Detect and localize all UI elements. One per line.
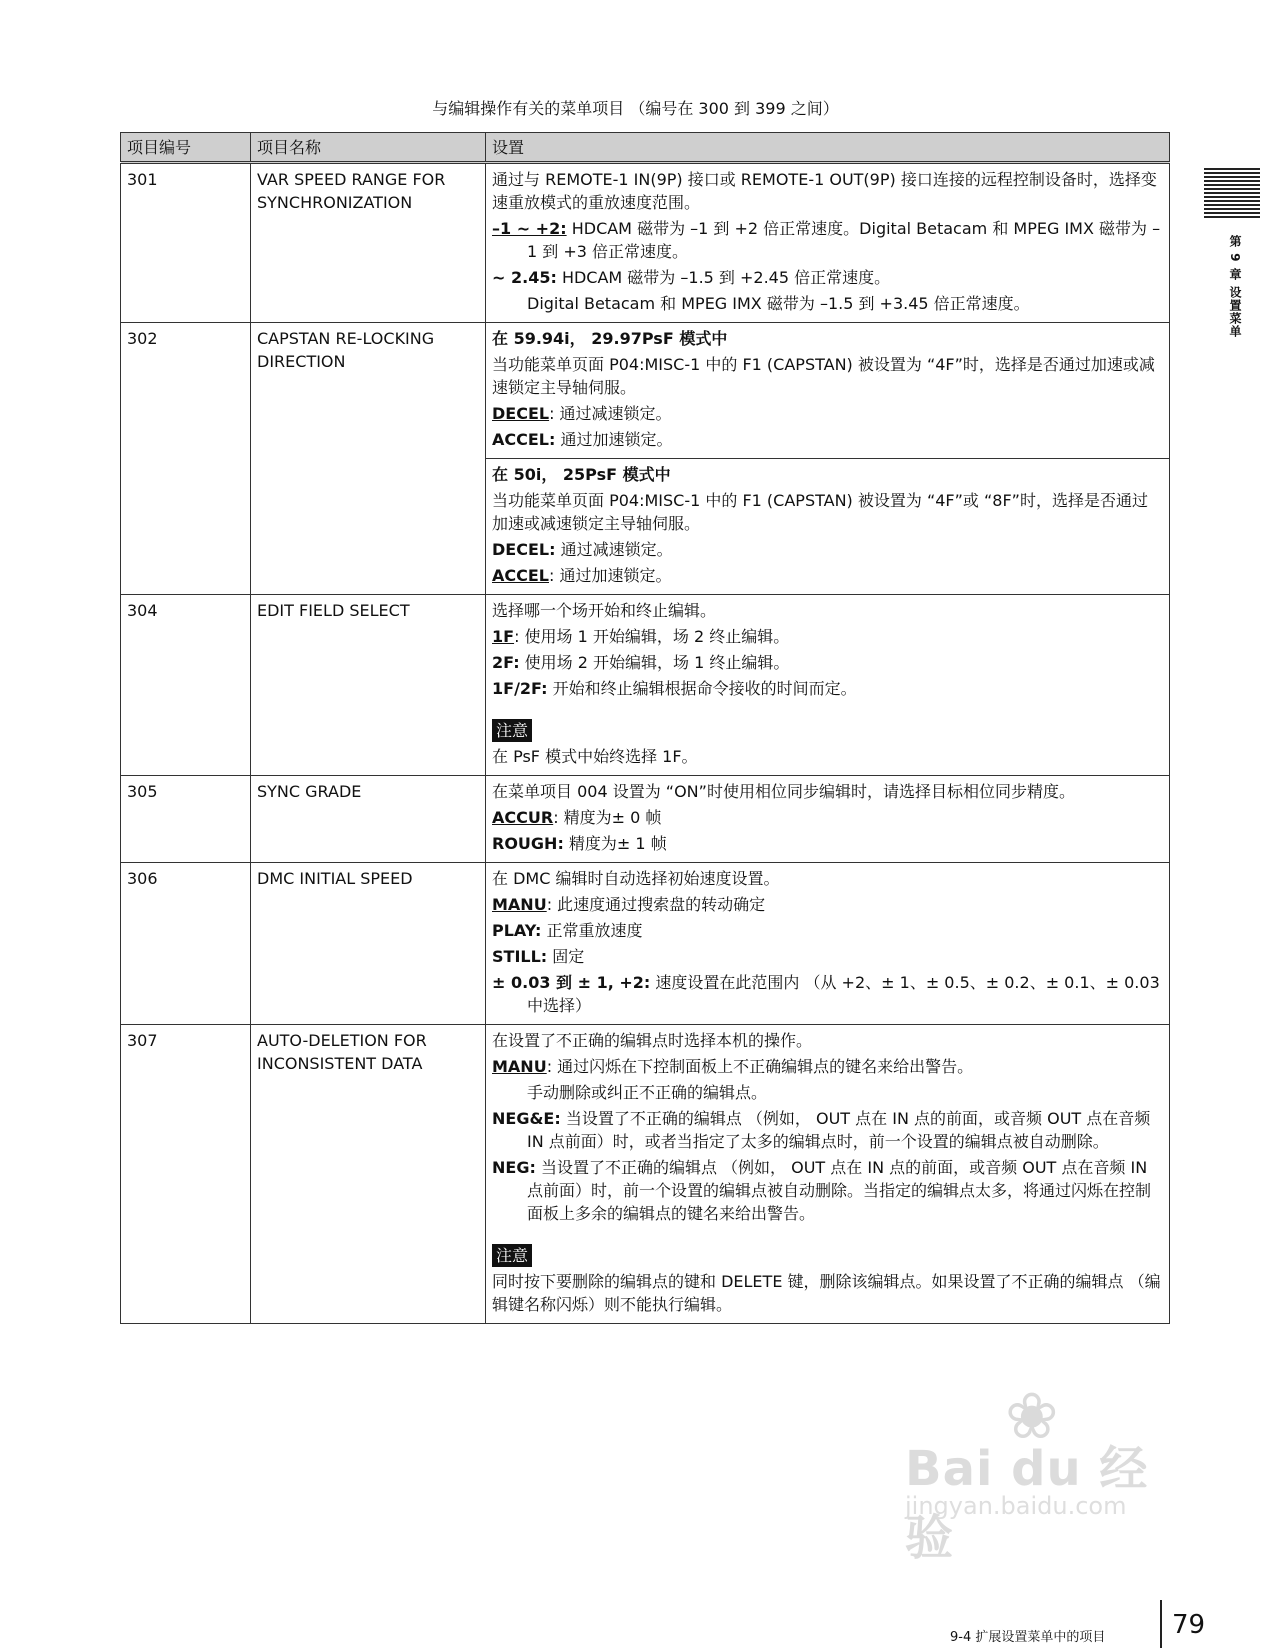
setting-intro: 当功能菜单页面 P04:MISC-1 中的 F1 (CAPSTAN) 被设置为 “4F”时，选择是否通过加速或减速锁定主导轴伺服。 [492, 355, 1155, 397]
baidu-watermark [905, 1380, 1185, 1566]
setting-option: ACCEL: 通过加速锁定。 [492, 566, 672, 585]
item-setting [486, 459, 1170, 595]
table-row [121, 1025, 1170, 1324]
table-row [121, 595, 1170, 776]
mode-title: 在 59.94i， 29.97PsF 模式中 [492, 329, 728, 348]
item-number: 306 [121, 863, 251, 1025]
note-text: 同时按下要删除的编辑点的键和 DELETE 键，删除该编辑点。如果设置了不正确的编辑点 （编辑键名称闪烁）则不能执行编辑。 [492, 1272, 1161, 1314]
header-setting: 设置 [486, 133, 1170, 163]
spacer [492, 1228, 1163, 1242]
watermark-logo-text: Bai du 经验 [905, 1441, 1149, 1566]
note-text: 在 PsF 模式中始终选择 1F。 [492, 747, 698, 766]
setting-option: DECEL: 通过减速锁定。 [492, 404, 672, 423]
setting-option: ACCEL: 通过加速锁定。 [492, 430, 673, 449]
watermark-url: jingyan.baidu.com [905, 1492, 1127, 1520]
item-number: 304 [121, 595, 251, 776]
setting-intro: 在 DMC 编辑时自动选择初始速度设置。 [492, 869, 780, 888]
footer-divider [1160, 1600, 1162, 1648]
setting-option: 1F: 使用场 1 开始编辑，场 2 终止编辑。 [492, 627, 790, 646]
table-row [121, 323, 1170, 459]
setting-option: –1 ~ +2: HDCAM 磁带为 –1 到 +2 倍正常速度。Digital Betacam 和 MPEG IMX 磁带为 –1 到 +3 倍正常速度。 [492, 219, 1161, 261]
setting-option: MANU: 此速度通过搜索盘的转动确定 [492, 895, 766, 914]
item-name: SYNC GRADE [251, 776, 486, 863]
header-item-number: 项目编号 [121, 133, 251, 163]
setting-option: 2F: 使用场 2 开始编辑，场 1 终止编辑。 [492, 653, 790, 672]
setting-option: MANU: 通过闪烁在下控制面板上不正确编辑点的键名来给出警告。 [492, 1057, 974, 1076]
setting-option: ROUGH: 精度为± 1 帧 [492, 834, 667, 853]
item-setting [486, 776, 1170, 863]
setting-intro: 选择哪一个场开始和终止编辑。 [492, 601, 717, 620]
note-heading [492, 717, 1163, 742]
menu-items-table [120, 132, 1170, 1324]
chapter-tab-lines [1204, 168, 1260, 220]
setting-option: ~ 2.45: HDCAM 磁带为 –1.5 到 +2.45 倍正常速度。 [492, 268, 891, 287]
item-number: 307 [121, 1025, 251, 1324]
item-name: DMC INITIAL SPEED [251, 863, 486, 1025]
setting-option: STILL: 固定 [492, 947, 585, 966]
page-number: 79 [1172, 1610, 1206, 1640]
item-name: CAPSTAN RE-LOCKING DIRECTION [251, 323, 486, 595]
header-item-name: 项目名称 [251, 133, 486, 163]
item-name: EDIT FIELD SELECT [251, 595, 486, 776]
item-setting [486, 163, 1170, 323]
setting-option: ± 0.03 到 ± 1, +2: 速度设置在此范围内 （从 +2、± 1、± 0.5、± 0.2、± 0.1、± 0.03 中选择） [492, 973, 1160, 1015]
item-setting [486, 1025, 1170, 1324]
paw-logo-icon: ❀ [1005, 1380, 1059, 1454]
setting-option: DECEL: 通过减速锁定。 [492, 540, 673, 559]
table-row [121, 776, 1170, 863]
table-row [121, 163, 1170, 323]
setting-option-continuation: Digital Betacam 和 MPEG IMX 磁带为 –1.5 到 +3.45 倍正常速度。 [527, 294, 1030, 313]
item-setting [486, 863, 1170, 1025]
setting-option: 1F/2F: 开始和终止编辑根据命令接收的时间而定。 [492, 679, 857, 698]
note-badge: 注意 [492, 1244, 532, 1267]
table-header-row [121, 133, 1170, 163]
table-row [121, 863, 1170, 1025]
item-name: VAR SPEED RANGE FOR SYNCHRONIZATION [251, 163, 486, 323]
note-badge: 注意 [492, 719, 532, 742]
table-title: 与编辑操作有关的菜单项目 （编号在 300 到 399 之间） [432, 99, 839, 118]
setting-option-continuation: 手动删除或纠正不正确的编辑点。 [527, 1083, 768, 1102]
item-number: 305 [121, 776, 251, 863]
spacer [492, 703, 1163, 717]
item-number: 302 [121, 323, 251, 595]
setting-intro: 当功能菜单页面 P04:MISC-1 中的 F1 (CAPSTAN) 被设置为 “4F”或 “8F”时，选择是否通过加速或减速锁定主导轴伺服。 [492, 491, 1148, 533]
setting-option: NEG: 当设置了不正确的编辑点 （例如， OUT 点在 IN 点的前面，或音频 OUT 点在音频 IN 点前面）时，前一个设置的编辑点被自动删除。当指定的编辑点太多，将通过闪烁在控制面板上多余的编辑点的键名来给出警告。 [492, 1158, 1152, 1223]
mode-title: 在 50i， 25PsF 模式中 [492, 465, 671, 484]
setting-intro: 在菜单项目 004 设置为 “ON”时使用相位同步编辑时，请选择目标相位同步精度。 [492, 782, 1075, 801]
setting-intro: 在设置了不正确的编辑点时选择本机的操作。 [492, 1031, 813, 1050]
item-number: 301 [121, 163, 251, 323]
chapter-side-label: 第 9 章 设置菜单 [1228, 235, 1242, 338]
note-heading [492, 1242, 1163, 1267]
item-name: AUTO-DELETION FOR INCONSISTENT DATA [251, 1025, 486, 1324]
setting-intro: 通过与 REMOTE-1 IN(9P) 接口或 REMOTE-1 OUT(9P) 接口连接的远程控制设备时，选择变速重放模式的重放速度范围。 [492, 170, 1157, 212]
footer-section: 9-4 扩展设置菜单中的项目 [950, 1630, 1106, 1645]
item-setting [486, 323, 1170, 459]
setting-option: ACCUR: 精度为± 0 帧 [492, 808, 662, 827]
setting-option: NEG&E: 当设置了不正确的编辑点 （例如， OUT 点在 IN 点的前面，或音频 OUT 点在音频 IN 点前面）时，或者当指定了太多的编辑点时，前一个设置的编辑点被自动删除。 [492, 1109, 1151, 1151]
setting-option: PLAY: 正常重放速度 [492, 921, 643, 940]
item-setting [486, 595, 1170, 776]
